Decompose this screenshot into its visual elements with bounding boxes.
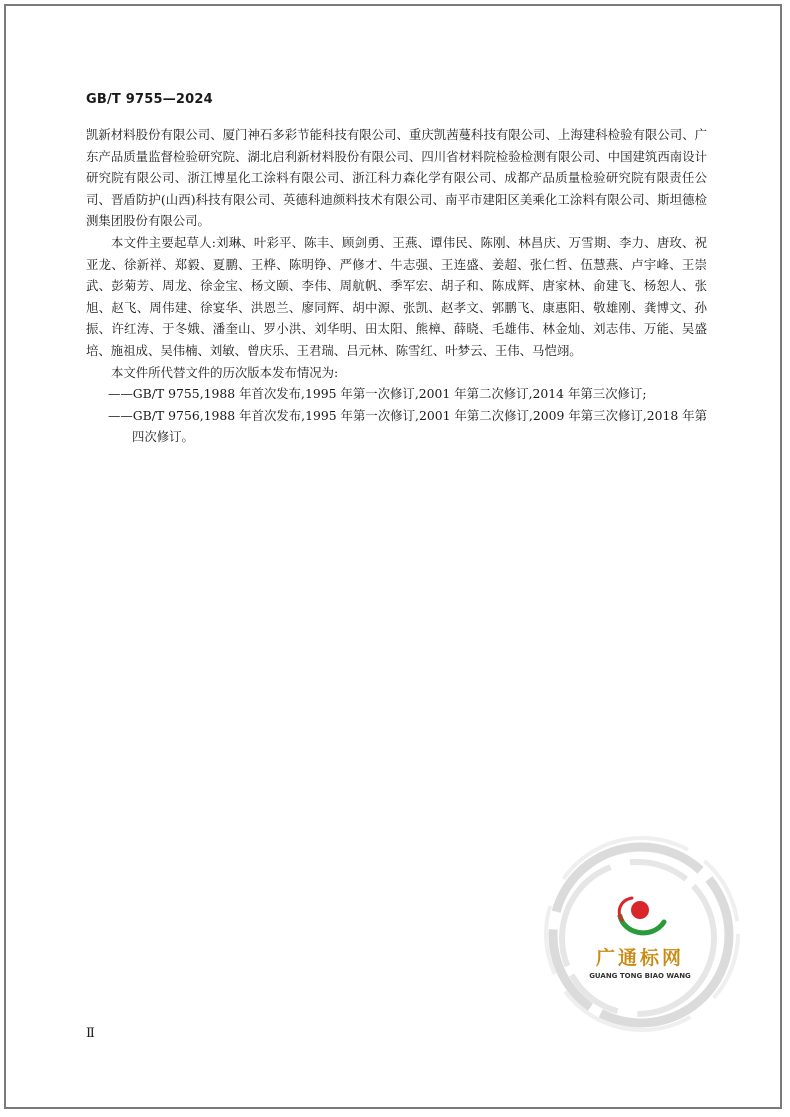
watermark-name-en: GUANG TONG BIAO WANG bbox=[589, 972, 691, 980]
drafters-paragraph: 本文件主要起草人:刘琳、叶彩平、陈丰、顾剑勇、王燕、谭伟民、陈刚、林昌庆、万雪期、李力、唐玫、祝亚龙、徐新祥、郑毅、夏鹏、王桦、陈明铮、严修才、牛志强、王连盛、姜超、张仁哲、伍慧燕、卢宇峰、王崇武、彭菊芳、周龙、徐金宝、杨文颐、李伟、周航帆、季军宏、胡子和、陈成辉、唐家林、俞建飞、杨恕人、张旭、赵飞、周伟建、徐宴华、洪恩兰、廖同辉、胡中源、张凯、赵孝文、郭鹏飞、康惠阳、敬雄刚、龚博文、孙振、许红涛、于冬娥、潘奎山、罗小洪、刘华明、田太阳、熊樟、薛晓、毛雄伟、林金灿、刘志伟、万能、吴盛培、施祖成、吴伟楠、刘敏、曾庆乐、王君瑞、吕元林、陈雪红、叶梦云、王伟、马恺翊。 bbox=[86, 234, 707, 358]
logo-icon bbox=[619, 898, 664, 933]
watermark-name-cn: 广通标网 bbox=[595, 947, 685, 969]
watermark-seal bbox=[536, 830, 746, 1040]
standard-code: GB/T 9755—2024 bbox=[86, 92, 213, 107]
history-item: ——GB/T 9756,1988 年首次发布,1995 年第一次修订,2001 年第二次修订,2009 年第三次修订,2018 年第四次修订。 bbox=[108, 407, 707, 445]
document-body bbox=[86, 124, 707, 448]
drafting-units-continued: 凯新材料股份有限公司、厦门神石多彩节能科技有限公司、重庆凯茜蔓科技有限公司、上海建科检验有限公司、广东产品质量监督检验研究院、湖北启利新材料股份有限公司、四川省材料院检验检测有限公司、中国建筑西南设计研究院有限公司、浙江博星化工涂料有限公司、浙江科力森化学有限公司、成都产品质量检验研究院有限责任公司、晋盾防护(山西)科技有限公司、英德科迪颜料技术有限公司、南平市建阳区美乘化工涂料有限公司、斯坦德检测集团股份有限公司。 bbox=[86, 127, 707, 229]
page-number: Ⅱ bbox=[86, 1026, 95, 1041]
history-intro: 本文件所代替文件的历次版本发布情况为: bbox=[111, 364, 339, 380]
history-item: ——GB/T 9755,1988 年首次发布,1995 年第一次修订,2001 年第二次修订,2014 年第三次修订; bbox=[108, 386, 647, 402]
